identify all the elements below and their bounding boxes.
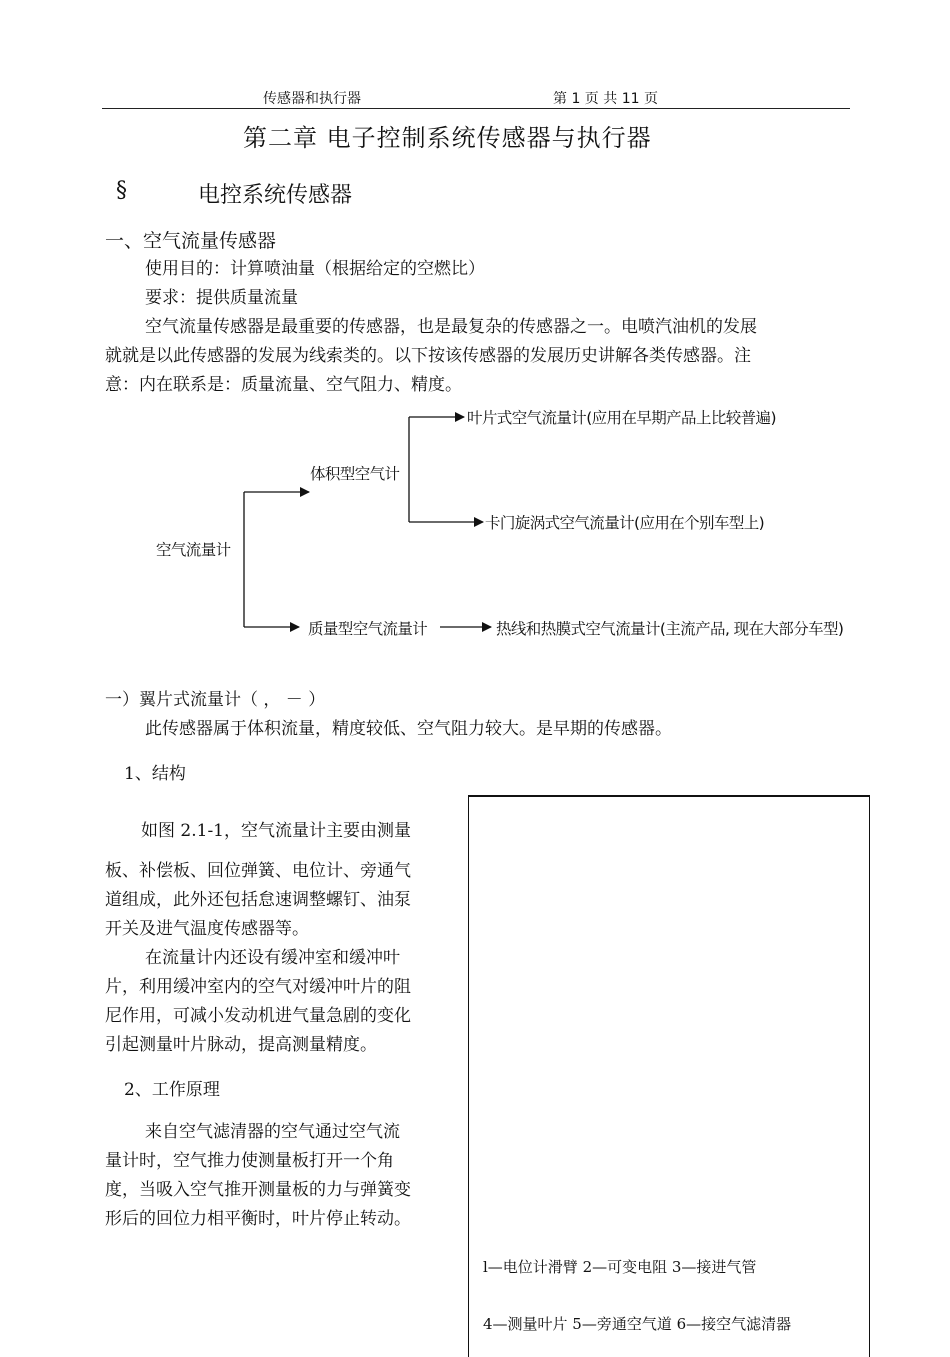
principle-line-2: 量计时，空气推力使测量板打开一个角 (105, 1151, 394, 1171)
diagram-karman-label: 卡门旋涡式空气流量计(应用在个别车型上) (485, 514, 765, 532)
diagram-vane-label: 叶片式空气流量计(应用在早期产品上比较普遍) (467, 409, 776, 427)
principle-line-1: 来自空气滤清器的空气通过空气流 (145, 1122, 400, 1142)
figure-caption-line-1: l—电位计滑臂 2—可变电阻 3—接进气管 (483, 1258, 757, 1276)
diagram-hotwire-label: 热线和热膜式空气流量计(主流产品, 现在大部分车型) (496, 620, 844, 638)
intro-line-2: 就就是以此传感器的发展为线索类的。以下按该传感器的发展历史讲解各类传感器。注 (105, 346, 751, 366)
structure-heading: 1、结构 (124, 764, 186, 784)
header-title: 传感器和执行器 (263, 91, 361, 107)
part-heading: 一、空气流量传感器 (105, 230, 277, 252)
purpose-line: 使用目的：计算喷油量（根据给定的空燃比） (145, 259, 485, 279)
buffer-line-3: 尼作用，可减小发动机进气量急剧的变化 (105, 1006, 411, 1026)
diagram-mass-label: 质量型空气流量计 (308, 620, 428, 638)
principle-line-4: 形后的回位力相平衡时，叶片停止转动。 (105, 1209, 411, 1229)
buffer-line-2: 片，利用缓冲室内的空气对缓冲叶片的阻 (105, 977, 411, 997)
header-page-number: 第 1 页 共 11 页 (553, 91, 658, 107)
diagram-volume-label: 体积型空气计 (310, 465, 400, 483)
structure-line-4: 开关及进气温度传感器等。 (105, 919, 309, 939)
chapter-title: 第二章 电子控制系统传感器与执行器 (243, 124, 652, 152)
diagram-root-label: 空气流量计 (156, 541, 231, 559)
section-title: 电控系统传感器 (198, 183, 353, 208)
structure-line-2: 板、补偿板、回位弹簧、电位计、旁通气 (105, 861, 411, 881)
figure-caption-line-2: 4—测量叶片 5—旁通空气道 6—接空气滤清器 (483, 1315, 792, 1333)
buffer-line-1: 在流量计内还设有缓冲室和缓冲叶 (145, 948, 400, 968)
subsection-description: 此传感器属于体积流量，精度较低、空气阻力较大。是早期的传感器。 (145, 719, 672, 739)
principle-heading: 2、工作原理 (124, 1080, 220, 1100)
section-symbol: § (116, 178, 127, 203)
structure-line-1: 如图 2.1-1，空气流量计主要由测量 (141, 821, 411, 841)
intro-line-3: 意：内在联系是：质量流量、空气阻力、精度。 (105, 375, 462, 395)
subsection-heading: 一）翼片式流量计（ ， － ） (105, 690, 326, 710)
structure-line-3: 道组成，此外还包括怠速调整螺钉、油泵 (105, 890, 411, 910)
buffer-line-4: 引起测量叶片脉动，提高测量精度。 (105, 1035, 377, 1055)
intro-line-1: 空气流量传感器是最重要的传感器，也是最复杂的传感器之一。电喷汽油机的发展 (145, 317, 757, 337)
requirement-line: 要求：提供质量流量 (145, 288, 298, 308)
principle-line-3: 度，当吸入空气推开测量板的力与弹簧变 (105, 1180, 411, 1200)
